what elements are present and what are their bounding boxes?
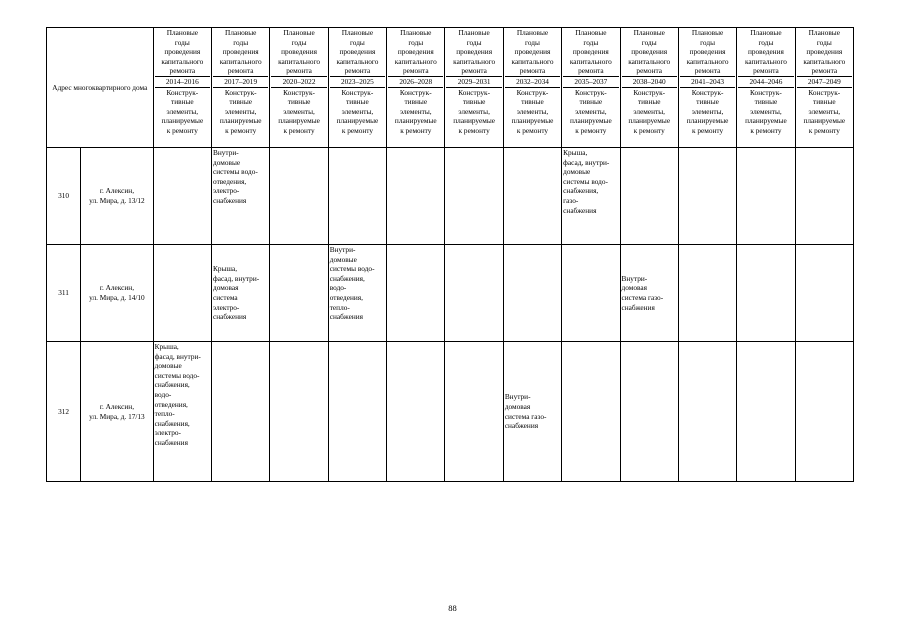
table-row: [47, 342, 854, 482]
row-number: 312: [47, 342, 81, 482]
row-address: г. Алексин, ул. Мира, д. 13/12: [81, 148, 153, 245]
repair-cell: [620, 342, 678, 482]
period-years: 2035–2037: [563, 76, 618, 87]
period-title: Плановые годы проведения капитального ремонта: [803, 28, 846, 76]
repair-cell: [270, 342, 328, 482]
repair-cell: [737, 148, 795, 245]
period-title: Плановые годы проведения капитального ремонта: [686, 28, 729, 76]
period-title: Плановые годы проведения капитального ремонта: [569, 28, 612, 76]
repair-cell: [387, 342, 445, 482]
period-column-header: [562, 28, 620, 148]
repair-cell: [445, 245, 503, 342]
repair-cell: Внутри- домовые системы водо- снабжения, водо- отведения, тепло- снабжения: [328, 245, 386, 342]
repair-cell: [270, 148, 328, 245]
repair-cell: [212, 342, 270, 482]
repair-cell: [562, 245, 620, 342]
period-subheader: Конструк- тивные элементы, планируемые к ремонту: [271, 87, 326, 136]
period-years: 2047–2049: [797, 76, 852, 87]
period-column-header: [270, 28, 328, 148]
repair-cell: [328, 148, 386, 245]
period-years: 2023–2025: [330, 76, 385, 87]
period-column-header: [737, 28, 795, 148]
period-subheader: Конструк- тивные элементы, планируемые к ремонту: [505, 87, 560, 136]
repair-cell: [795, 342, 853, 482]
row-number: 310: [47, 148, 81, 245]
period-subheader: Конструк- тивные элементы, планируемые к ремонту: [738, 87, 793, 136]
period-column-header: [620, 28, 678, 148]
period-title: Плановые годы проведения капитального ремонта: [511, 28, 554, 76]
address-column-header: Адрес многоквартирного дома: [47, 28, 154, 148]
page-number: 88: [448, 603, 457, 613]
period-years: 2032–2034: [505, 76, 560, 87]
repair-cell: [503, 245, 561, 342]
repair-cell: [387, 148, 445, 245]
period-column-header: [387, 28, 445, 148]
repair-cell: [795, 245, 853, 342]
period-title: Плановые годы проведения капитального ремонта: [453, 28, 496, 76]
repair-cell: [270, 245, 328, 342]
period-subheader: Конструк- тивные элементы, планируемые к ремонту: [446, 87, 501, 136]
period-years: 2038–2040: [622, 76, 677, 87]
period-years: 2044–2046: [738, 76, 793, 87]
period-years: 2041–2043: [680, 76, 735, 87]
period-years: 2026–2028: [388, 76, 443, 87]
capital-repair-plan-table: [46, 27, 854, 482]
repair-cell: Крыша, фасад, внутри- домовые системы водо- снабжения, водо- отведения, тепло- снабжения, электро- снабжения: [153, 342, 211, 482]
repair-cell: [445, 342, 503, 482]
period-column-header: [212, 28, 270, 148]
period-subheader: Конструк- тивные элементы, планируемые к ремонту: [155, 87, 210, 136]
period-title: Плановые годы проведения капитального ремонта: [278, 28, 321, 76]
repair-cell: Крыша, фасад, внутри- домовые системы водо- снабжения, газо- снабжения: [562, 148, 620, 245]
row-address: г. Алексин, ул. Мира, д. 14/10: [81, 245, 153, 342]
row-number: 311: [47, 245, 81, 342]
repair-cell: [153, 148, 211, 245]
period-subheader: Конструк- тивные элементы, планируемые к ремонту: [622, 87, 677, 136]
repair-cell: [503, 148, 561, 245]
period-title: Плановые годы проведения капитального ремонта: [161, 28, 204, 76]
repair-cell: [562, 342, 620, 482]
period-title: Плановые годы проведения капитального ремонта: [628, 28, 671, 76]
repair-cell: [153, 245, 211, 342]
period-column-header: [328, 28, 386, 148]
repair-cell: [737, 245, 795, 342]
repair-cell: [387, 245, 445, 342]
repair-cell: [678, 342, 736, 482]
repair-cell: Внутри- домовая система газо- снабжения: [620, 245, 678, 342]
repair-cell: Внутри- домовые системы водо- отведения, электро- снабжения: [212, 148, 270, 245]
period-years: 2014–2016: [155, 76, 210, 87]
table-row: [47, 245, 854, 342]
period-column-header: [795, 28, 853, 148]
repair-cell: [678, 245, 736, 342]
period-title: Плановые годы проведения капитального ремонта: [219, 28, 262, 76]
period-subheader: Конструк- тивные элементы, планируемые к ремонту: [330, 87, 385, 136]
period-subheader: Конструк- тивные элементы, планируемые к ремонту: [388, 87, 443, 136]
period-column-header: [678, 28, 736, 148]
table-row: [47, 148, 854, 245]
repair-cell: [328, 342, 386, 482]
period-title: Плановые годы проведения капитального ремонта: [336, 28, 379, 76]
repair-cell: Внутри- домовая система газо- снабжения: [503, 342, 561, 482]
repair-cell: [737, 342, 795, 482]
period-years: 2017–2019: [213, 76, 268, 87]
period-years: 2029–2031: [446, 76, 501, 87]
repair-cell: [620, 148, 678, 245]
period-subheader: Конструк- тивные элементы, планируемые к ремонту: [213, 87, 268, 136]
row-address: г. Алексин, ул. Мира, д. 17/13: [81, 342, 153, 482]
repair-cell: Крыша, фасад, внутри- домовая система электро- снабжения: [212, 245, 270, 342]
repair-cell: [445, 148, 503, 245]
period-column-header: [503, 28, 561, 148]
repair-cell: [795, 148, 853, 245]
period-subheader: Конструк- тивные элементы, планируемые к ремонту: [680, 87, 735, 136]
period-title: Плановые годы проведения капитального ремонта: [744, 28, 787, 76]
period-title: Плановые годы проведения капитального ремонта: [394, 28, 437, 76]
period-subheader: Конструк- тивные элементы, планируемые к ремонту: [797, 87, 852, 136]
repair-cell: [678, 148, 736, 245]
period-subheader: Конструк- тивные элементы, планируемые к ремонту: [563, 87, 618, 136]
period-column-header: [153, 28, 211, 148]
period-column-header: [445, 28, 503, 148]
period-years: 2020–2022: [271, 76, 326, 87]
